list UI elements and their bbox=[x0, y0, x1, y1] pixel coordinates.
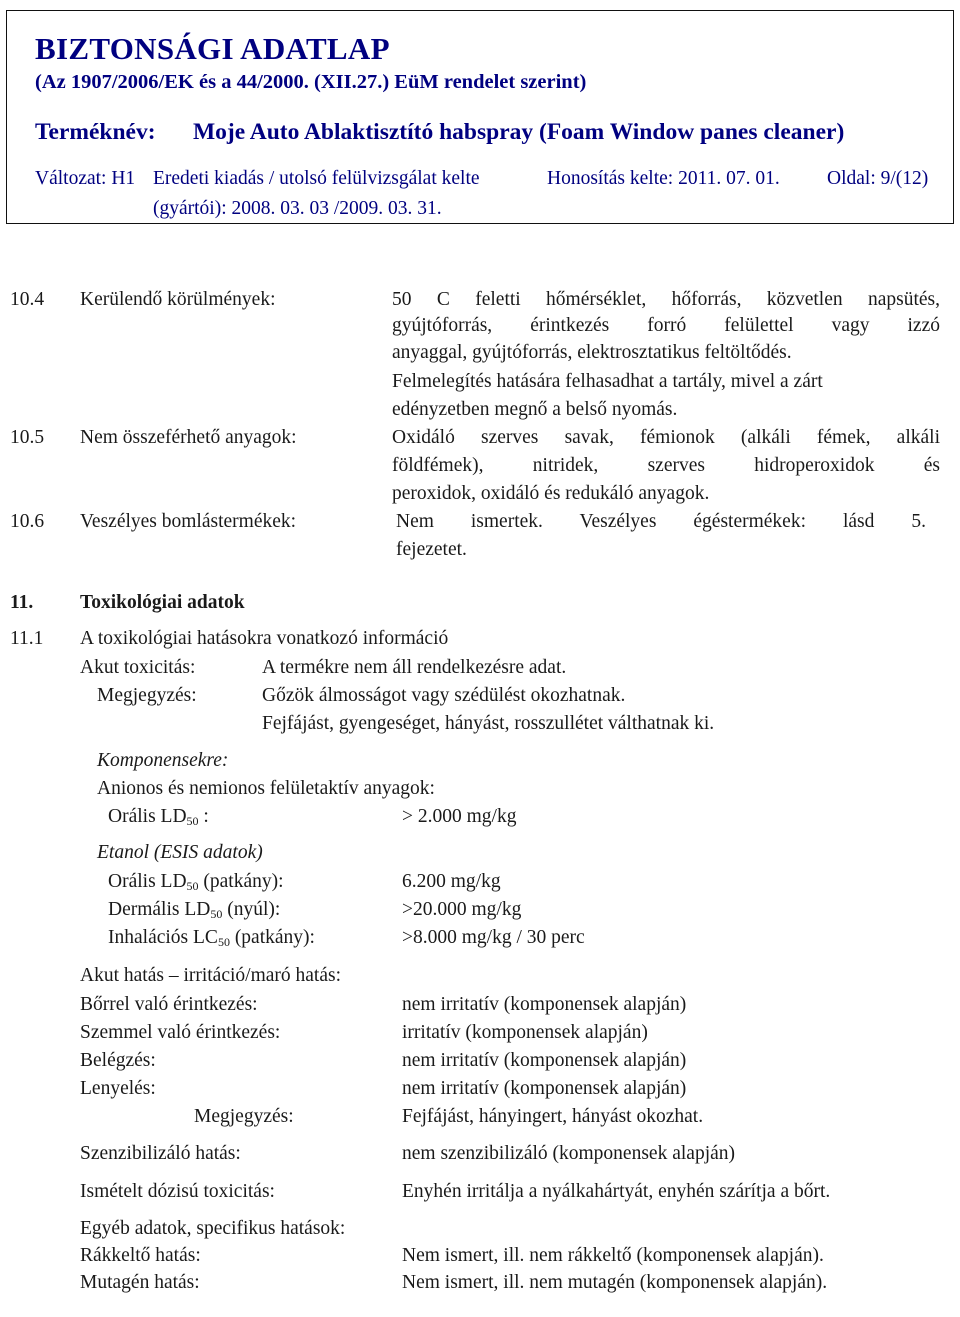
note-line: Gőzök álmosságot vagy szédülést okozhatnak. bbox=[262, 685, 626, 706]
localization-date: Honosítás kelte: 2011. 07. 01. bbox=[547, 168, 780, 189]
section-10-5-line: földfémek), nitridek, szerves hidroperoxidok és bbox=[392, 455, 940, 476]
version: Változat: H1 bbox=[35, 168, 136, 189]
irritation-row-value: nem irritatív (komponensek alapján) bbox=[402, 1050, 687, 1071]
section-10-6-line: Nem ismertek. Veszélyes égéstermékek: lásd 5. bbox=[396, 511, 926, 532]
irritation-header: Akut hatás – irritáció/maró hatás: bbox=[80, 965, 342, 986]
section-10-4-line: edényzetben megnő a belső nyomás. bbox=[392, 399, 678, 420]
section-10-6-number: 10.6 bbox=[10, 511, 45, 532]
irritation-row-label: Belégzés: bbox=[80, 1050, 156, 1071]
page-number: Oldal: 9/(12) bbox=[827, 168, 929, 189]
section-10-4-line: gyújtóforrás, érintkezés forró felülettel vagy izzó bbox=[392, 315, 940, 336]
section-10-4-line: anyaggal, gyújtóforrás, elektrosztatikus feltöltődés. bbox=[392, 342, 792, 363]
section-10-5-line: Oxidáló szerves savak, fémionok (alkáli fémek, alkáli bbox=[392, 427, 940, 448]
irritation-row-label: Lenyelés: bbox=[80, 1078, 156, 1099]
section-10-5-label: Nem összeférhető anyagok: bbox=[80, 427, 297, 448]
section-11-title: Toxikológiai adatok bbox=[80, 592, 245, 613]
section-11-1-number: 11.1 bbox=[10, 628, 44, 649]
sensitizing-value: nem szenzibilizáló (komponensek alapján) bbox=[402, 1143, 736, 1164]
carcinogenic-label: Rákkeltő hatás: bbox=[80, 1245, 201, 1266]
irritation-row-label: Bőrrel való érintkezés: bbox=[80, 994, 258, 1015]
ingestion-note-label: Megjegyzés: bbox=[194, 1106, 294, 1127]
ethanol-row-label: Inhalációs $LC_{50}$ (patkány): bbox=[108, 927, 315, 949]
product-label: Terméknév: bbox=[35, 119, 156, 145]
acute-toxicity-value: A termékre nem áll rendelkezésre adat. bbox=[262, 657, 567, 678]
note-label: Megjegyzés: bbox=[97, 685, 197, 706]
ethanol-row-value: >20.000 mg/kg bbox=[402, 899, 522, 920]
components-label: Komponensekre: bbox=[97, 750, 229, 771]
irritation-row-value: irritatív (komponensek alapján) bbox=[402, 1022, 648, 1043]
irritation-row-value: nem irritatív (komponensek alapján) bbox=[402, 994, 687, 1015]
sensitizing-label: Szenzibilizáló hatás: bbox=[80, 1143, 241, 1164]
note-line: Fejfájást, gyengeséget, hányást, rosszullétet válthatnak ki. bbox=[262, 713, 715, 734]
carcinogenic-value: Nem ismert, ill. nem rákkeltő (komponensek alapján). bbox=[402, 1245, 824, 1266]
issue-label: Eredeti kiadás / utolsó felülvizsgálat kelte bbox=[153, 168, 480, 189]
ethanol-row-value: 6.200 mg/kg bbox=[402, 871, 501, 892]
section-10-4-line: Felmelegítés hatására felhasadhat a tartály, mivel a zárt bbox=[392, 371, 823, 392]
document-title: BIZTONSÁGI ADATLAP bbox=[35, 31, 390, 66]
section-10-4-line: 50 C feletti hőmérséklet, hőforrás, közvetlen napsütés, bbox=[392, 289, 940, 310]
ingestion-note-value: Fejfájást, hányingert, hányást okozhat. bbox=[402, 1106, 704, 1127]
section-10-4-label: Kerülendő körülmények: bbox=[80, 289, 276, 310]
mutagenic-value: Nem ismert, ill. nem mutagén (komponensek alapján). bbox=[402, 1272, 828, 1293]
regulation-reference: (Az 1907/2006/EK és a 44/2000. (XII.27.) EüM rendelet szerint) bbox=[35, 71, 587, 93]
document-header bbox=[6, 10, 954, 224]
surfactant-oral-ld-value: > 2.000 mg/kg bbox=[402, 806, 517, 827]
mutagenic-label: Mutagén hatás: bbox=[80, 1272, 200, 1293]
ethanol-label: Etanol (ESIS adatok) bbox=[97, 842, 263, 863]
section-10-6-label: Veszélyes bomlástermékek: bbox=[80, 511, 297, 532]
section-10-6-line: fejezetet. bbox=[396, 539, 467, 560]
ethanol-row-value: >8.000 mg/kg / 30 perc bbox=[402, 927, 585, 948]
section-11-number: 11. bbox=[10, 592, 34, 613]
section-10-5-line: peroxidok, oxidáló és redukáló anyagok. bbox=[392, 483, 710, 504]
acute-toxicity-label: Akut toxicitás: bbox=[80, 657, 196, 678]
issue-dates: (gyártói): 2008. 03. 03 /2009. 03. 31. bbox=[153, 198, 442, 219]
ethanol-row-label: Orális $LD_{50}$ (patkány): bbox=[108, 871, 284, 893]
section-10-4-number: 10.4 bbox=[10, 289, 45, 310]
repeated-dose-value: Enyhén irritálja a nyálkahártyát, enyhén szárítja a bőrt. bbox=[402, 1181, 831, 1202]
repeated-dose-label: Ismételt dózisú toxicitás: bbox=[80, 1181, 275, 1202]
section-10-5-number: 10.5 bbox=[10, 427, 45, 448]
surfactant-oral-ld-label: Orális $LD_{50}$ : bbox=[108, 806, 209, 828]
surfactants-label: Anionos és nemionos felületaktív anyagok: bbox=[97, 778, 435, 799]
irritation-row-value: nem irritatív (komponensek alapján) bbox=[402, 1078, 687, 1099]
ethanol-row-label: Dermális $LD_{50}$ (nyúl): bbox=[108, 899, 281, 921]
irritation-row-label: Szemmel való érintkezés: bbox=[80, 1022, 281, 1043]
section-11-1-title: A toxikológiai hatásokra vonatkozó információ bbox=[80, 628, 449, 649]
product-name: Moje Auto Ablaktisztító habspray (Foam Window panes cleaner) bbox=[193, 119, 845, 145]
other-data-header: Egyéb adatok, specifikus hatások: bbox=[80, 1218, 346, 1239]
